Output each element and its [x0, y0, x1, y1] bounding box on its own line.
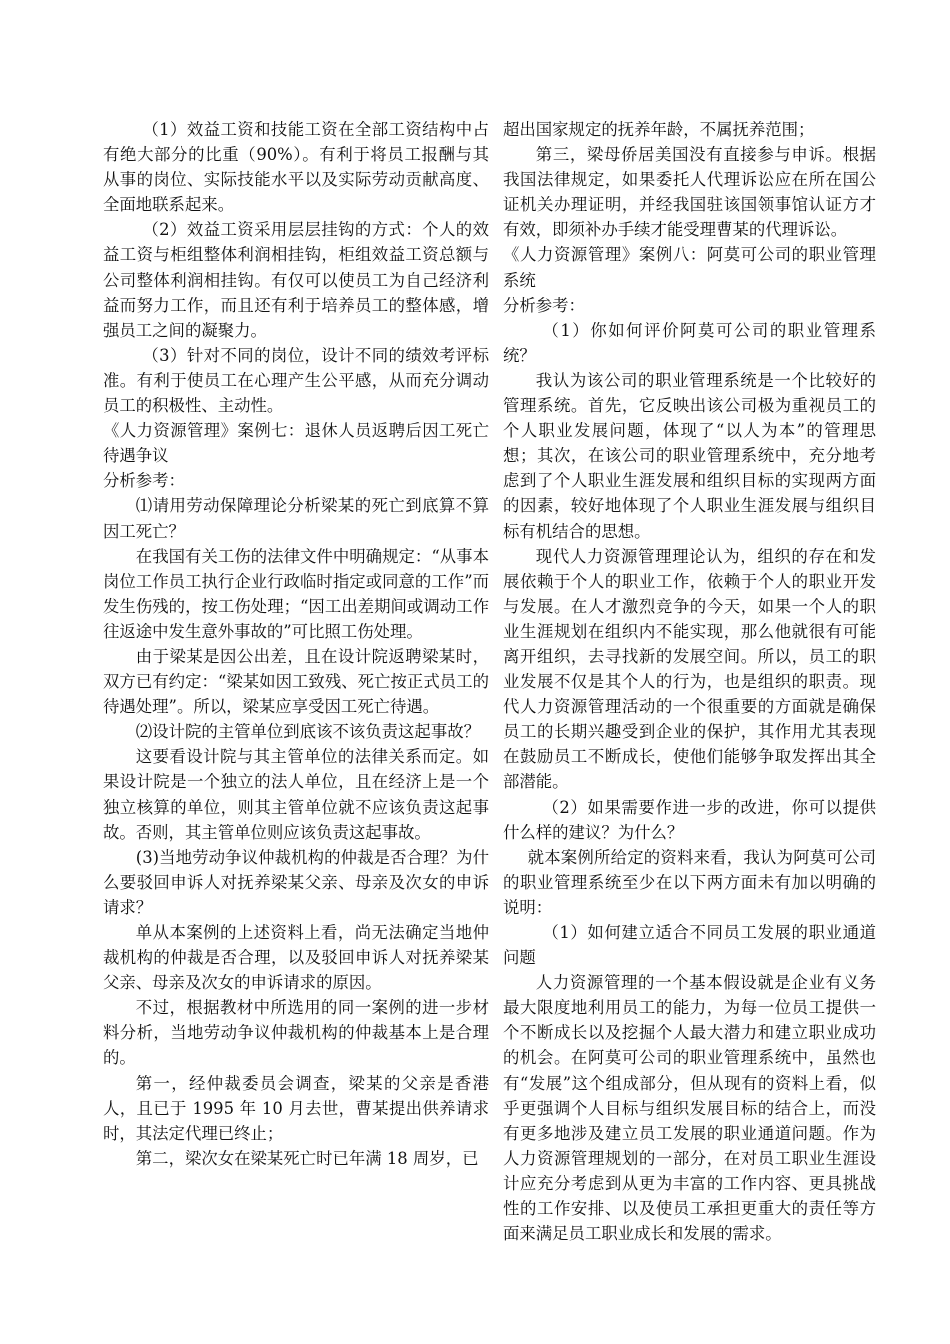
- case-seven-heading: 《人力资源管理》案例七：退休人员返聘后因工死亡待遇争议: [103, 421, 489, 466]
- question: ⑵设计院的主管单位到底该不该负责这起事故？: [135, 722, 480, 742]
- paragraph: 单从本案例的上述资料上看，尚无法确定当地仲裁机构的仲裁是否合理，以及驳回申诉人对抚养梁某父亲、母亲及次女的申诉请求的原因。: [103, 923, 489, 993]
- paragraph: 第一，经仲裁委员会调查，梁某的父亲是香港人，且已于 1995 年 10 月去世，曹某提出供养请求时，其法定代理已终止；: [103, 1073, 489, 1143]
- sub-question: （1）如何建立适合不同员工发展的职业通道问题: [503, 923, 876, 968]
- paragraph: 不过，根据教材中所选用的同一案例的进一步材料分析，当地劳动争议仲裁机构的仲裁基本上是合理的。: [103, 998, 489, 1068]
- paragraph: （1）效益工资和技能工资在全部工资结构中占有绝大部分的比重（90%）。有利于将员工报酬与其从事的岗位、实际技能水平以及实际劳动贡献高度、全面地联系起来。: [103, 120, 489, 215]
- analysis-label: 分析参考：: [503, 295, 585, 315]
- paragraph: 现代人力资源管理理论认为，组织的存在和发展依赖于个人的职业工作，依赖于个人的职业开发与发展。在人才激烈竞争的今天，如果一个人的职业生涯规划在组织内不能实现，那么他就很有可能离开组织，去寻找新的发展空间。所以，员工的职业发展不仅是其个人的行为，也是组织的职责。现代人力资源管理活动的一个很重要的方面就是确保员工的长期兴趣受到企业的保护，其作用尤其表现在鼓励员工不断成长，使他们能够争取发挥出其全部潜能。: [503, 546, 876, 792]
- case-eight-heading: 《人力资源管理》案例八：阿莫可公司的职业管理系统: [503, 245, 876, 290]
- paragraph: 超出国家规定的抚养年龄，不属抚养范围；: [503, 120, 815, 139]
- paragraph: 由于梁某是因公出差，且在设计院返聘梁某时，双方已有约定：“梁某如因工致残、死亡按正式员工的待遇处理”。所以，梁某应享受因工死亡待遇。: [103, 646, 489, 717]
- paragraph: 在我国有关工伤的法律文件中明确规定：“从事本岗位工作员工执行企业行政临时指定或同意的工作”而发生伤残的，按工伤处理；“因工出差期间或调动工作往返途中发生意外事故的”可比照工伤处理。: [103, 546, 489, 641]
- left-column: [103, 117, 489, 1171]
- paragraph: 我认为该公司的职业管理系统是一个比较好的管理系统。首先，它反映出该公司极为重视员工的个人职业发展问题，体现了“以人为本”的管理思想；其次，在该公司的职业管理系统中，充分地考虑到了个人职业生涯发展和组织目标的实现两方面的因素，较好地体现了个人职业生涯发展与组织目标有机结合的思想。: [503, 370, 876, 541]
- question: （1）你如何评价阿莫可公司的职业管理系统？: [503, 320, 876, 365]
- right-column: [503, 117, 876, 1246]
- analysis-label: 分析参考：: [103, 471, 185, 491]
- paragraph: 第二，梁次女在梁某死亡时已年满 18 周岁，已: [135, 1148, 479, 1168]
- question: （2）如果需要作进一步的改进，你可以提供什么样的建议？为什么？: [503, 797, 876, 842]
- paragraph: 这要看设计院与其主管单位的法律关系而定。如果设计院是一个独立的法人单位，且在经济上是一个独立核算的单位，则其主管单位就不应该负责这起事故。否则，其主管单位则应该负责这起事故。: [103, 747, 489, 842]
- question: (3)当地劳动争议仲裁机构的仲裁是否合理？为什么要驳回申诉人对抚养梁某父亲、母亲及次女的申诉请求？: [103, 847, 489, 917]
- paragraph: （2）效益工资采用层层挂钩的方式：个人的效益工资与柜组整体利润相挂钩，柜组效益工资总额与公司整体利润相挂钩。有仅可以使员工为自己经济利益而努力工作，而且还有利于培养员工的整体感，增强员工之间的凝聚力。: [103, 220, 489, 340]
- paragraph: （3）针对不同的岗位，设计不同的绩效考评标准。有利于使员工在心理产生公平感，从而充分调动员工的积极性、主动性。: [103, 345, 489, 416]
- paragraph: 第三，梁母侨居美国没有直接参与申诉。根据我国法律规定，如果委托人代理诉讼应在所在国公证机关办理证明，并经我国驻该国领事馆认证方才有效，即须补办手续才能受理曹某的代理诉讼。: [503, 145, 876, 240]
- paragraph: 就本案例所给定的资料来看，我认为阿莫可公司的职业管理系统至少在以下两方面未有加以明确的说明：: [503, 847, 876, 917]
- question: ⑴请用劳动保障理论分析梁某的死亡到底算不算因工死亡？: [103, 496, 489, 541]
- paragraph: 人力资源管理的一个基本假设就是企业有义务最大限度地利用员工的能力，为每一位员工提供一个不断成长以及挖掘个人最大潜力和建立职业成功的机会。在阿莫可公司的职业管理系统中，虽然也有“发展”这个组成部分，但从现有的资料上看，似乎更强调个人目标与组织发展目标的结合上，而没有更多地涉及建立员工发展的职业通道问题。作为人力资源管理规划的一部分，在对员工职业生涯设计应充分考虑到从更为丰富的工作内容、更具挑战性的工作安排、以及使员工承担更重大的责任等方面来满足员工职业成长和发展的需求。: [503, 973, 876, 1244]
